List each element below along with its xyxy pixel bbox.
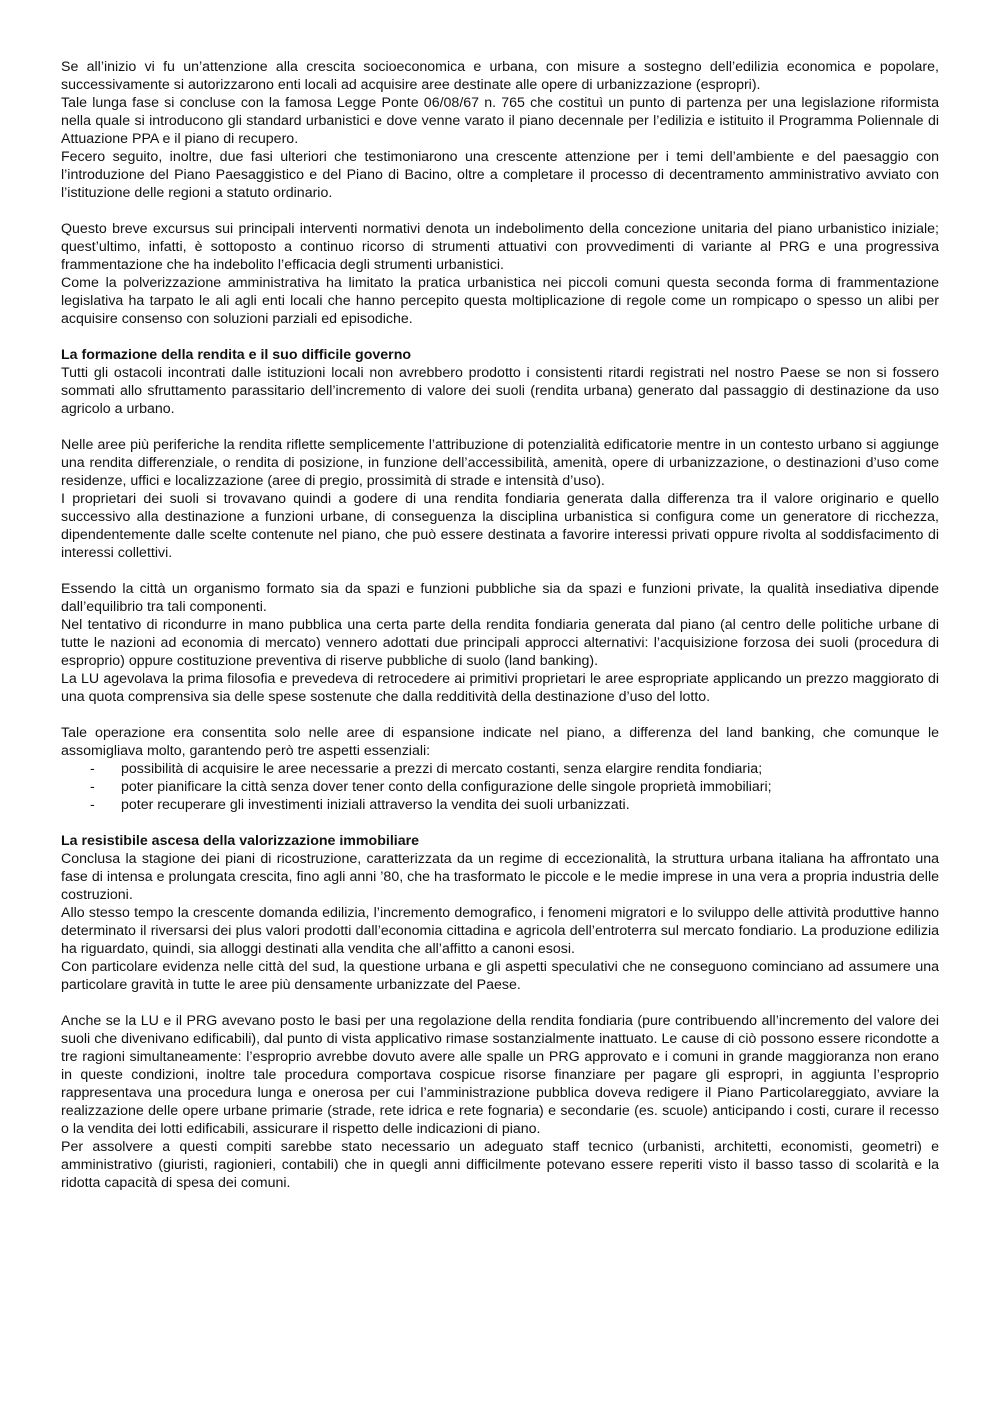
bullet-list bbox=[61, 760, 939, 814]
paragraph: Nelle aree più periferiche la rendita riflette semplicemente l’attribuzione di potenzialità edificatorie mentre in un contesto urbano si aggiunge una rendita differenziale, o rendita di posizione, in funzione dell’accessibilità, amenità, opere di urbanizzazione, o destinazioni d’uso come residenze, uffici e localizzazione (aree di pregio, prossimità di strade e intensità d’uso). bbox=[61, 437, 939, 489]
paragraph: Questo breve excursus sui principali interventi normativi denota un indebolimento della concezione unitaria del piano urbanistico iniziale; quest’ultimo, infatti, è sottoposto a continuo ricorso di strumenti attuativi con provvedimenti di variante al PRG e una progressiva frammentazione che ha indebolito l’efficacia degli strumenti urbanistici. bbox=[61, 221, 939, 273]
paragraph: Essendo la città un organismo formato sia da spazi e funzioni pubbliche sia da spazi e funzioni private, la qualità insediativa dipende dall’equilibrio tra tali componenti. bbox=[61, 581, 939, 615]
paragraph: Se all’inizio vi fu un’attenzione alla crescita socioeconomica e urbana, con misure a sostegno dell’edilizia economica e popolare, successivamente si autorizzarono enti locali ad acquisire aree destinate alle opere di urbanizzazione (espropri). bbox=[61, 59, 939, 93]
paragraph: Allo stesso tempo la crescente domanda edilizia, l’incremento demografico, i fenomeni migratori e lo sviluppo delle attività produttive hanno determinato il riversarsi dei plus valori prodotti dall’economia cittadina e agricola dell’entroterra sul mercato fondiario. La produzione edilizia ha riguardato, quindi, sia alloggi destinati alla vendita che all’affitto a canoni esosi. bbox=[61, 905, 939, 957]
bullet-marker: - bbox=[90, 779, 95, 795]
paragraph: Per assolvere a questi compiti sarebbe stato necessario un adeguato staff tecnico (urbanisti, architetti, economisti, geometri) e amministrativo (giuristi, ragionieri, contabili) che in quegli anni difficilmente potevano essere reperiti visto il basso tasso di scolarità e la ridotta capacità di spesa dei comuni. bbox=[61, 1139, 939, 1191]
list-item bbox=[61, 778, 939, 796]
list-item-text: poter pianificare la città senza dover tener conto della configurazione delle singole proprietà immobiliari; bbox=[121, 779, 772, 795]
paragraph-gap bbox=[61, 562, 939, 580]
paragraph: Tale lunga fase si concluse con la famosa Legge Ponte 06/08/67 n. 765 che costituì un punto di partenza per una legislazione riformista nella quale si introducono gli standard urbanistici e dove venne varato il piano decennale per l’edilizia e istituito il Programma Poliennale di Attuazione PPA e il piano di recupero. bbox=[61, 95, 939, 147]
paragraph: Tale operazione era consentita solo nelle aree di espansione indicate nel piano, a differenza del land banking, che comunque le assomigliava molto, garantendo però tre aspetti essenziali: bbox=[61, 725, 939, 759]
paragraph-gap bbox=[61, 202, 939, 220]
bullet-marker: - bbox=[90, 761, 95, 777]
paragraph: Conclusa la stagione dei piani di ricostruzione, caratterizzata da un regime di eccezionalità, la struttura urbana italiana ha affrontato una fase di intensa e prolungata crescita, fino agli anni ’80, che ha trasformato le piccole e le medie imprese in una vera a propria industria delle costruzioni. bbox=[61, 851, 939, 903]
bullet-marker: - bbox=[90, 797, 95, 813]
section-heading: La formazione della rendita e il suo difficile governo bbox=[61, 347, 412, 363]
list-item-text: poter recuperare gli investimenti iniziali attraverso la vendita dei suoli urbanizzati. bbox=[121, 797, 630, 813]
list-item-text: possibilità di acquisire le aree necessarie a prezzi di mercato costanti, senza elargire rendita fondiaria; bbox=[121, 761, 763, 777]
paragraph: I proprietari dei suoli si trovavano quindi a godere di una rendita fondiaria generata dalla differenza tra il valore originario e quello successivo alla destinazione a funzioni urbane, di conseguenza la disciplina urbanistica si configura come un generatore di ricchezza, dipendentemente dalle scelte contenute nel piano, che può essere destinata a favorire interessi privati oppure rivolta al soddisfacimento di interessi collettivi. bbox=[61, 491, 939, 561]
paragraph-gap bbox=[61, 328, 939, 346]
document-page bbox=[61, 58, 939, 1192]
list-item bbox=[61, 796, 939, 814]
paragraph: Anche se la LU e il PRG avevano posto le basi per una regolazione della rendita fondiaria (pure contribuendo all’incremento del valore dei suoli che divenivano edificabili), dal punto di vista applicativo rimase sostanzialmente inattuato. Le cause di ciò possono essere ricondotte a tre ragioni simultaneamente: l’esproprio avrebbe dovuto avere alle spalle un PRG approvato e i comuni in grande maggioranza non erano in queste condizioni, inoltre tale procedura comportava cospicue risorse finanziare per pagare gli espropri, in aggiunta l’esproprio rappresentava una procedura lunga e onerosa per cui l’amministrazione pubblica doveva redigere il Piano Particolareggiato, avviare la realizzazione delle opere urbane primarie (strade, rete idrica e rete fognaria) e secondarie (es. scuole) anticipando i costi, curare il recesso o la vendita dei lotti edificabili, assicurare il rispetto delle indicazioni di piano. bbox=[61, 1013, 939, 1137]
paragraph-gap bbox=[61, 814, 939, 832]
paragraph-gap bbox=[61, 706, 939, 724]
paragraph-gap bbox=[61, 418, 939, 436]
paragraph: Nel tentativo di ricondurre in mano pubblica una certa parte della rendita fondiaria generata dal piano (al centro delle politiche urbane di tutte le nazioni ad economia di mercato) vennero adottati due principali approcci alternativi: l’acquisizione forzosa dei suoli (procedura di esproprio) oppure costituzione preventiva di riserve pubbliche di suolo (land banking). bbox=[61, 617, 939, 669]
list-item bbox=[61, 760, 939, 778]
paragraph: Con particolare evidenza nelle città del sud, la questione urbana e gli aspetti speculativi che ne conseguono cominciano ad assumere una particolare gravità in tutte le aree più densamente urbanizzate del Paese. bbox=[61, 959, 939, 993]
paragraph-gap bbox=[61, 994, 939, 1012]
paragraph: Tutti gli ostacoli incontrati dalle istituzioni locali non avrebbero prodotto i consistenti ritardi registrati nel nostro Paese se non si fossero sommati allo sfruttamento parassitario dell’incremento di valore dei suoli (rendita urbana) generato dal passaggio di destinazione da uso agricolo a urbano. bbox=[61, 365, 939, 417]
paragraph: Fecero seguito, inoltre, due fasi ulteriori che testimoniarono una crescente attenzione per i temi dell’ambiente e del paesaggio con l’introduzione del Piano Paesaggistico e del Piano di Bacino, oltre a completare il processo di decentramento amministrativo avviato con l’istituzione delle regioni a statuto ordinario. bbox=[61, 149, 939, 201]
paragraph: La LU agevolava la prima filosofia e prevedeva di retrocedere ai primitivi proprietari le aree espropriate applicando un prezzo maggiorato di una quota comprensiva sia delle spese sostenute che dalla redditività della destinazione d’uso del lotto. bbox=[61, 671, 939, 705]
paragraph: Come la polverizzazione amministrativa ha limitato la pratica urbanistica nei piccoli comuni questa seconda forma di frammentazione legislativa ha tarpato le ali agli enti locali che hanno percepito questa moltiplicazione di regole come un rompicapo o spesso un alibi per acquisire consenso con soluzioni parziali ed episodiche. bbox=[61, 275, 939, 327]
section-heading: La resistibile ascesa della valorizzazione immobiliare bbox=[61, 833, 419, 849]
